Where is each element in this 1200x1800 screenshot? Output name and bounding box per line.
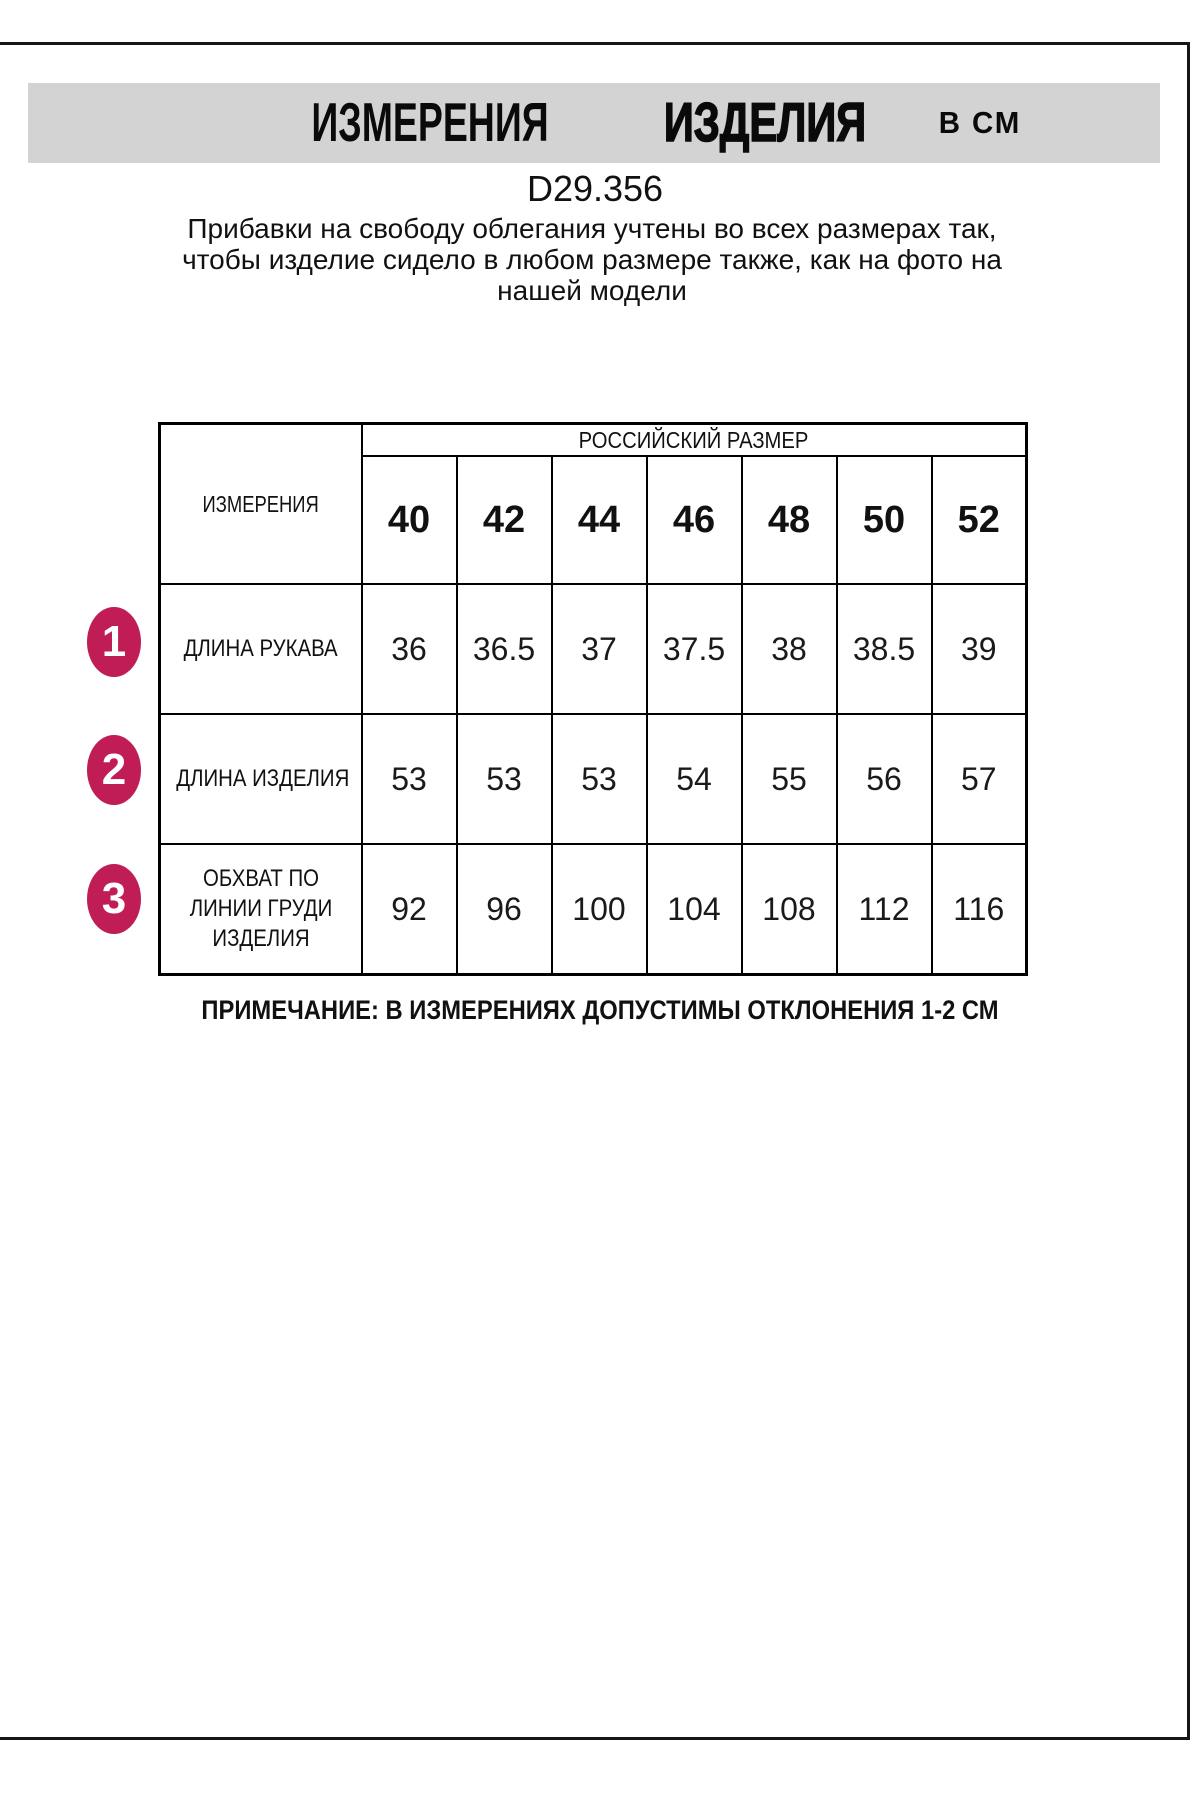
value-cell: 53 [457, 714, 552, 844]
row-marker-3: 3 [87, 864, 141, 934]
value-cell: 38 [742, 584, 837, 714]
fit-description-line2: чтобы изделие сидело в любом размере также, как на фото на [182, 244, 1002, 275]
table-row-chest-girth [160, 844, 1027, 975]
value-cell: 116 [932, 844, 1027, 975]
size-table [158, 422, 1028, 976]
row-label: ДЛИНА РУКАВА [160, 584, 362, 714]
value-cell: 108 [742, 844, 837, 975]
value-cell: 39 [932, 584, 1027, 714]
size-header-cell: 48 [742, 456, 837, 584]
size-header-cell: 50 [837, 456, 932, 584]
table-corner-label: ИЗМЕРЕНИЯ [160, 424, 362, 585]
title-word-measurements: ИЗМЕРЕНИЯ [311, 92, 549, 154]
value-cell: 37 [552, 584, 647, 714]
fit-description [92, 213, 1092, 306]
value-cell: 104 [647, 844, 742, 975]
table-group-header: РОССИЙСКИЙ РАЗМЕР [362, 424, 1027, 457]
value-cell: 57 [932, 714, 1027, 844]
table-row-sleeve-length [160, 584, 1027, 714]
value-cell: 38.5 [837, 584, 932, 714]
value-cell: 53 [362, 714, 457, 844]
value-cell: 54 [647, 714, 742, 844]
value-cell: 53 [552, 714, 647, 844]
size-header-cell: 52 [932, 456, 1027, 584]
value-cell: 112 [837, 844, 932, 975]
value-cell: 96 [457, 844, 552, 975]
size-header-cell: 42 [457, 456, 552, 584]
value-cell: 100 [552, 844, 647, 975]
row-marker-2: 2 [87, 735, 141, 805]
tolerance-note: ПРИМЕЧАНИЕ: В ИЗМЕРЕНИЯХ ДОПУСТИМЫ ОТКЛОНЕНИЯ 1-2 СМ [201, 995, 999, 1025]
size-header-cell: 40 [362, 456, 457, 584]
product-code: D29.356 [526, 168, 664, 209]
title-word-product: ИЗДЕЛИЯ [663, 92, 867, 154]
table-row-item-length [160, 714, 1027, 844]
fit-description-line3: нашей модели [497, 275, 687, 306]
size-header-cell: 46 [647, 456, 742, 584]
size-header-cell: 44 [552, 456, 647, 584]
value-cell: 92 [362, 844, 457, 975]
row-marker-1: 1 [87, 607, 141, 677]
value-cell: 36.5 [457, 584, 552, 714]
row-label: ДЛИНА ИЗДЕЛИЯ [160, 714, 362, 844]
value-cell: 36 [362, 584, 457, 714]
row-label: ОБХВАТ ПО ЛИНИИ ГРУДИ ИЗДЕЛИЯ [160, 844, 362, 975]
value-cell: 37.5 [647, 584, 742, 714]
title-bar [28, 83, 1160, 163]
value-cell: 55 [742, 714, 837, 844]
fit-description-line1: Прибавки на свободу облегания учтены во всех размерах так, [187, 213, 997, 244]
value-cell: 56 [837, 714, 932, 844]
title-unit-label: В СМ [938, 105, 1022, 140]
